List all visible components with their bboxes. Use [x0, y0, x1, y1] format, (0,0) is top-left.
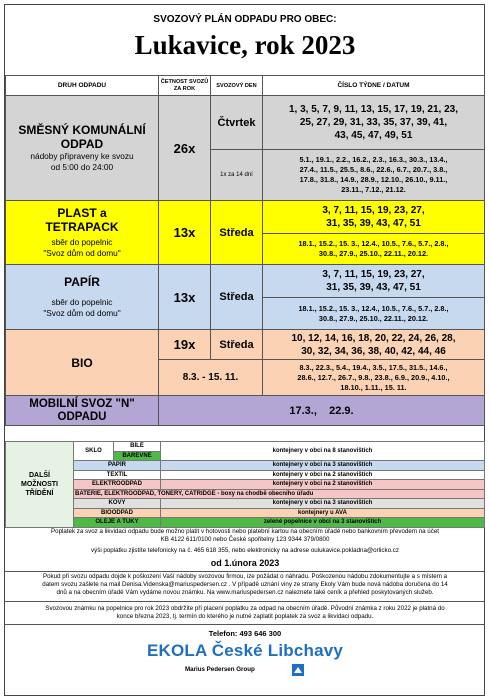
- paper-day: Středa: [211, 265, 263, 330]
- other-row-batteries: [6, 489, 485, 499]
- fee-line-3: výši poplatku zjistíte telefonicky na č. 465 618 355, nebo elektronicky na adrese oulukavice.pokladna@orlicko.cz: [91, 547, 399, 554]
- damage-info: [6, 573, 484, 597]
- damage-line-1: Pokud při svozu odpadu dojde k poškození Vaší nádoby svozovou firmou, ize požádat o náhradu. Poškozenou nádobu zdokumentujte a s místem a: [42, 573, 448, 580]
- phone: Telefon: 493 646 300: [208, 629, 282, 638]
- paper-weeks-line-2: 31, 35, 39, 43, 47, 51: [326, 282, 421, 293]
- paper-count: 13x: [159, 265, 211, 330]
- paper-dates-line-2: 30.8., 27.9., 25.10., 22.11., 20.12.: [318, 313, 429, 323]
- fee-info: [6, 528, 484, 555]
- marius-pedersen-icon: [292, 664, 304, 676]
- bio-day: Středa: [211, 330, 263, 360]
- paper-note-1: sběr do popelnic: [51, 297, 113, 307]
- mixed-waste-count: 26x: [159, 96, 211, 201]
- mixed-waste-note-1: nádoby připraveny ke svozu: [30, 151, 134, 161]
- plastic-dates-line-1: 18.1., 15.2., 15. 3., 12.4., 10.5., 7.6., 5.7., 2.8.,: [298, 239, 449, 248]
- bio-dates-line-3: 18.10., 1.11., 15. 11.: [340, 382, 407, 392]
- bio-dates: [263, 360, 485, 396]
- other-label-line-2: MOŽNOSTI: [21, 480, 58, 488]
- paper-weeks-line-1: 3, 7, 11, 15, 19, 23, 27,: [322, 269, 425, 280]
- plastic-weeks: [263, 201, 485, 234]
- mixed-waste-label: [6, 96, 159, 201]
- mixed-weeks-line-2: 25, 27, 29, 31, 33, 35, 37, 39, 41,: [299, 117, 448, 128]
- mixed-waste-name-2: ODPAD: [60, 137, 104, 151]
- logo-name: EKOLA České Libchavy: [146, 641, 344, 660]
- mobile-name-1: MOBILNÍ SVOZ "N": [29, 397, 135, 410]
- divider-3: [5, 624, 484, 625]
- damage-line-2: datem svozu zašlete na mail Denisa.Videnska@mariuspedersen.cz . V případě uznání viny ze strany Ekoly Vám bude nová nádoba doručena do 14: [42, 581, 448, 588]
- other-note-electro: kontejnery v obci na 2 stanovištích: [161, 480, 485, 490]
- other-row-electro: [6, 480, 485, 490]
- other-note-bio: kontejnery u AVA: [161, 508, 485, 518]
- plastic-day: Středa: [211, 201, 263, 265]
- logo-group: Marius Pedersen Group: [185, 666, 255, 673]
- mixed-waste-dates: [263, 150, 485, 201]
- mobile-label: [6, 396, 159, 426]
- mixed-waste-day-frequency: 1x za 14 dní: [211, 150, 263, 201]
- mobile-dates: 17.3., 22.9.: [159, 396, 485, 426]
- damage-line-3: dnů a na obecním úřadě Vám vydáme novou známku. Na www.mariuspedersen.cz naleznete také ceník a přehled poskytovaných služeb.: [56, 589, 434, 596]
- stamp-info: [6, 605, 484, 621]
- other-label-line-1: DALŠÍ: [29, 471, 50, 479]
- row-bio: [6, 330, 485, 360]
- other-item-metals: KOVY: [74, 499, 161, 509]
- other-note-paper: kontejnery v obci na 3 stanovištích: [161, 461, 485, 471]
- other-row-textile: [6, 470, 485, 480]
- bio-dates-line-2: 28.6., 12.7., 26.7., 9.8., 23.8., 6.9., 20.9., 4.10.,: [297, 372, 450, 382]
- mixed-waste-weeks: [263, 96, 485, 150]
- plastic-dates-line-2: 30.8., 27.9., 25.10., 22.11., 20.12.: [318, 249, 429, 258]
- paper-dates: [263, 298, 485, 330]
- column-header-weeks: ČÍSLO TÝDNE / DATUM: [263, 76, 485, 96]
- paper-label: [6, 265, 159, 330]
- other-item-oils: OLEJE A TUKY: [74, 518, 161, 528]
- other-label-line-3: TŘÍDĚNÍ: [25, 489, 54, 497]
- other-sub-white: BÍLÉ: [114, 442, 161, 452]
- plastic-note-2: "Svoz dům od domu": [43, 248, 121, 258]
- other-row-metals: [6, 499, 485, 509]
- mobile-name-2: ODPADU: [57, 410, 107, 423]
- mixed-dates-line-3: 17.8., 31.8., 14.9., 28.9., 12.10., 26.10., 9.11.,: [299, 175, 448, 184]
- table-header-row: [6, 76, 485, 96]
- valid-from: od 1.února 2023: [210, 558, 280, 568]
- other-sorting-label: [6, 442, 74, 528]
- bio-weeks: [263, 330, 485, 360]
- mixed-dates-line-1: 5.1., 19.1., 2.2., 16.2., 2.3., 16.3., 30.3., 13.4.,: [299, 155, 448, 164]
- other-row-paper: [6, 461, 485, 471]
- divider-2: [5, 601, 484, 602]
- bio-weeks-line-1: 10, 12, 14, 16, 18, 20, 22, 24, 26, 28,: [291, 332, 456, 344]
- plastic-label: [6, 201, 159, 265]
- mixed-weeks-line-3: 43, 45, 47, 49, 51: [334, 130, 413, 141]
- plastic-weeks-line-1: 3, 7, 11, 15, 19, 23, 27,: [322, 205, 425, 216]
- mixed-waste-day: Čtvrtek: [211, 96, 263, 150]
- plastic-weeks-line-2: 31, 35, 39, 43, 47, 51: [326, 218, 421, 229]
- document-subtitle: SVOZOVÝ PLÁN ODPADU PRO OBEC:: [153, 14, 337, 25]
- other-row-bio: [6, 508, 485, 518]
- other-note-metals: kontejnery v obci na 3 stanovištích: [161, 499, 485, 509]
- other-sorting-table: [5, 441, 485, 528]
- stamp-line-1: Svozovou známku na popelnice pro rok 2023 obdržíte při placení poplatku za odpad na obecním úřadě. Původní známka z roku 2022 je platná do: [45, 605, 445, 612]
- plastic-count: 13x: [159, 201, 211, 265]
- plastic-note-1: sběr do popelnic: [51, 237, 113, 247]
- other-item-glass: SKLO: [74, 442, 114, 461]
- plastic-name-1: PLAST a: [57, 206, 107, 220]
- paper-name: PAPÍR: [64, 275, 100, 289]
- column-header-frequency: ČETNOST SVOZŮ ZA ROK: [159, 76, 211, 96]
- bio-name: BIO: [6, 330, 159, 396]
- mixed-waste-name-1: SMĚSNÝ KOMUNÁLNÍ: [18, 123, 146, 137]
- row-paper: [6, 265, 485, 298]
- other-item-paper: PAPÍR: [74, 461, 161, 471]
- mixed-weeks-line-1: 1, 3, 5, 7, 9, 11, 13, 15, 17, 19, 21, 23,: [288, 104, 459, 115]
- bio-weeks-line-2: 30, 32, 34, 36, 38, 40, 42, 44, 46: [301, 345, 446, 357]
- paper-weeks: [263, 265, 485, 298]
- row-mixed-waste: [6, 96, 485, 150]
- paper-dates-line-1: 18.1., 15.2., 15. 3., 12.4., 10.5., 7.6., 5.7., 2.8.,: [298, 303, 449, 313]
- other-note-textile: kontejnery v obci na 2 stanovištích: [161, 470, 485, 480]
- other-item-bio: BIOODPAD: [74, 508, 161, 518]
- bio-dates-line-1: 8.3., 22.3., 5.4., 19.4., 3.5., 17.5., 31.5., 14.6.,: [299, 362, 448, 372]
- mixed-dates-line-2: 27.4., 11.5., 25.5., 8.6., 22.6., 6.7., 20.7., 3.8.,: [299, 165, 448, 174]
- bio-count: 19x: [159, 330, 211, 360]
- column-header-day: SVOZOVÝ DEN: [211, 76, 263, 96]
- other-row-glass: [6, 442, 485, 452]
- bio-period: 8.3. - 15. 11.: [159, 360, 263, 396]
- other-item-textile: TEXTIL: [74, 470, 161, 480]
- other-item-batteries: BATERIE, ELEKTROODPAD, TONERY, CATRIDGE - boxy na chodbě obecního úřadu: [74, 489, 485, 499]
- other-note-oils: zelené popelnice v obci na 3 stanovištích: [161, 518, 485, 528]
- document-title: Lukavice, rok 2023: [134, 30, 356, 60]
- other-sub-colored: BAREVNÉ: [114, 451, 161, 461]
- fee-line-1: Poplatek za svoz a likvidaci odpadu bude možno platit v hotovosti nebo platební kartou na obecním úřadě nebo bankovním převodem na účet: [51, 528, 439, 535]
- other-note-glass: kontejnery v obci na 8 stanovištích: [161, 442, 485, 461]
- row-plastic: [6, 201, 485, 234]
- mixed-dates-line-4: 23.11., 7.12., 21.12.: [341, 185, 406, 194]
- column-header-type: DRUH ODPADU: [6, 76, 159, 96]
- stamp-line-2: konce března 2023, tj. termín do kterého je nutné zaplatit poplatek za svoz a likvidaci odpadu.: [116, 613, 374, 620]
- mixed-waste-note-2: od 5:00 do 24:00: [50, 162, 114, 172]
- other-row-oils: [6, 518, 485, 528]
- row-mobile: [6, 396, 485, 426]
- other-sorting-section: [5, 441, 484, 527]
- divider-1: [5, 571, 484, 572]
- plastic-name-2: TETRAPACK: [45, 220, 119, 234]
- other-item-electro: ELEKTROODPAD: [74, 480, 161, 490]
- ekola-logo: [140, 641, 350, 683]
- paper-note-2: "Svoz dům od domu": [43, 308, 121, 318]
- plastic-dates: [263, 234, 485, 265]
- fee-line-2: KB 4122 611/0100 nebo České spořitelny 123 9344 379/0800: [160, 536, 330, 543]
- schedule-table: [5, 75, 485, 426]
